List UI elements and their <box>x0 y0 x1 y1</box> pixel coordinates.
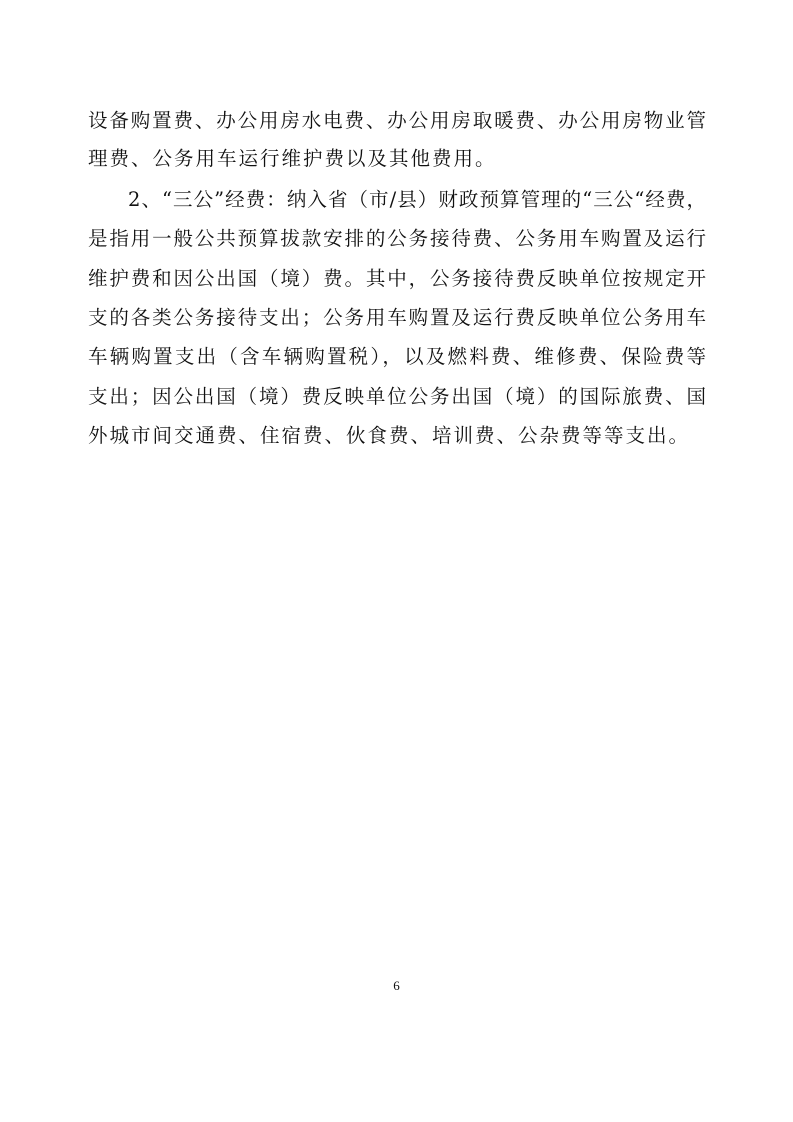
paragraph-2-line-4: 支的各类公务接待支出；公务用车购置及运行费反映单位公务用车 <box>88 306 706 329</box>
paragraph-1-line-2: 理费、公务用车运行维护费以及其他费用。 <box>88 147 497 170</box>
paragraph-2-line-3: 维护费和因公出国（境）费。其中，公务接待费反映单位按规定开 <box>88 267 706 290</box>
paragraph-2-line-5: 车辆购置支出（含车辆购置税），以及燃料费、维修费、保险费等 <box>88 345 706 368</box>
paragraph-1-line-1: 设备购置费、办公用房水电费、办公用房取暖费、办公用房物业管 <box>88 109 706 132</box>
page-number: 6 <box>393 978 400 993</box>
paragraph-2-line-6: 支出；因公出国（境）费反映单位公务出国（境）的国际旅费、国 <box>88 385 706 408</box>
paragraph-2-line-7: 外城市间交通费、住宿费、伙食费、培训费、公杂费等等支出。 <box>88 424 691 447</box>
paragraph-2-line-1: 2、“三公”经费：纳入省（市/县）财政预算管理的“三公“经费， <box>128 188 706 211</box>
paragraph-2-line-2: 是指用一般公共预算拔款安排的公务接待费、公务用车购置及运行 <box>88 227 706 250</box>
